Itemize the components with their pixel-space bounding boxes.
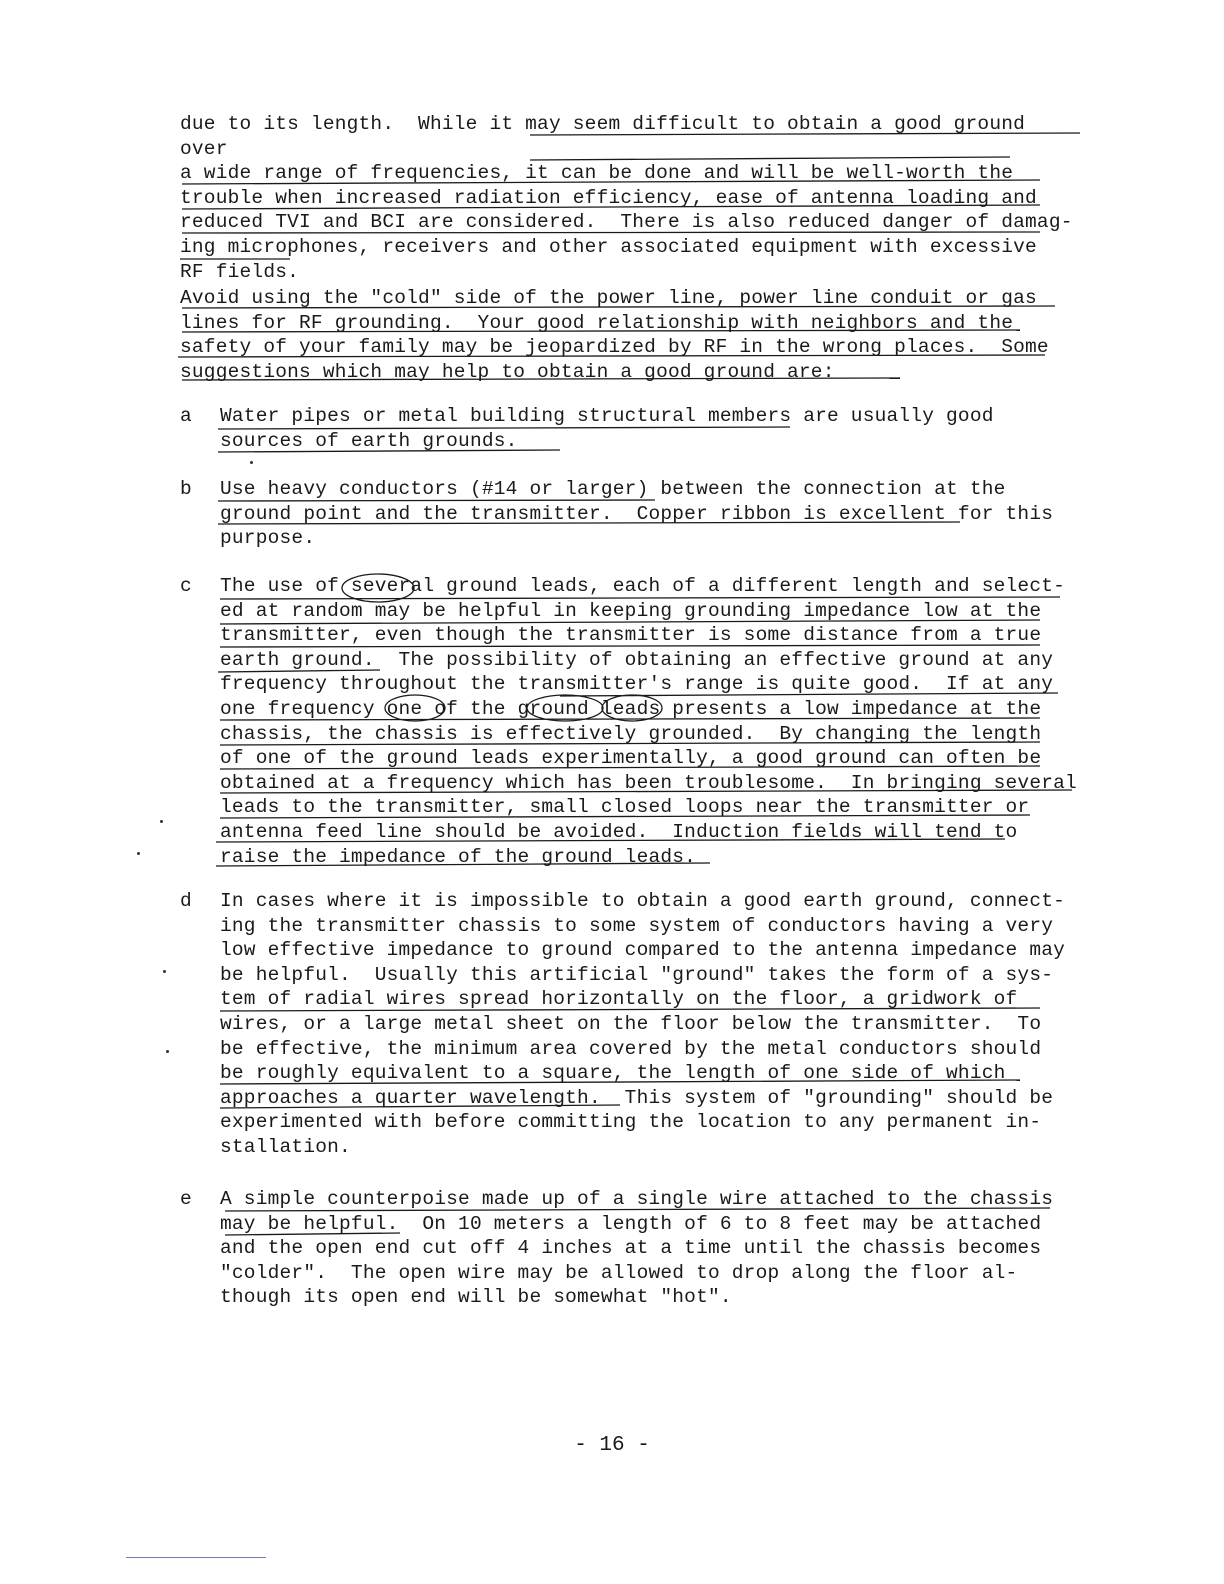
list-item-text: In cases where it is impossible to obtain a good earth ground, connect- ing the transmitter chassis to some system of conductors having a very low effective impedance to ground compared to the antenna impedance may be helpful. Usually this artificial "ground" takes the form of a sys- tem of radial wires spread horizontally on the floor, a gridwork of wires, or a large metal sheet on the floor below the transmitter. To be effective, the minimum area covered by the metal conductors should be roughly equivalent to a square, the length of one side of which approaches a quarter wavelength. This system of "grounding" should be experimented with before committing the location to any permanent in- stallation.: [220, 890, 1066, 1158]
footer-rule: [126, 1557, 266, 1558]
stray-mark: [137, 852, 140, 855]
paragraph-grounding-intro: due to its length. While it may seem difficult to obtain a good ground over a wide range of frequencies, it can be done and will be well-worth the trouble when increased radiation efficiency, ease of antenna loading and reduced TVI and BCI are considered. There is also reduced danger of damag- ing microphones, receivers and other associated equipment with excessive RF fields.: [180, 113, 1073, 283]
page-number: - 16 -: [574, 1434, 650, 1457]
stray-mark: [166, 1050, 169, 1053]
list-item-text: Use heavy conductors (#14 or larger) between the connection at the ground point and the transmitter. Copper ribbon is excellent for this purpose.: [220, 478, 1054, 550]
list-item-d: [180, 889, 1080, 1158]
list-item-b: [180, 477, 1080, 575]
stray-mark: [163, 970, 166, 973]
list-item-text: A simple counterpoise made up of a single wire attached to the chassis may be helpful. On 10 meters a length of 6 to 8 feet may be attached and the open end cut off 4 inches at a time until the chassis becomes "colder". The open wire may be allowed to drop along the floor al- though its open end will be somewhat "hot".: [220, 1188, 1054, 1309]
list-item-text: The use of several ground leads, each of a different length and select- ed at random may be helpful in keeping grounding impedance low at the transmitter, even though the transmitter is some distance from a true earth ground. The possibility of obtaining an effective ground at any frequency throughout the transmitter's range is quite good. If at any one frequency one of the ground leads presents a low impedance at the chassis, the chassis is effectively grounded. By changing the length of one of the ground leads experimentally, a good ground can often be obtained at a frequency which has been troublesome. In bringing several leads to the transmitter, small closed loops near the transmitter or antenna feed line should be avoided. Induction fields will tend to raise the impedance of the ground leads.: [220, 575, 1077, 868]
list-item-c: [180, 574, 1080, 868]
list-item-letter: d: [180, 890, 192, 912]
stray-mark: [250, 461, 253, 464]
paragraph-avoid-cold-side: Avoid using the "cold" side of the power line, power line conduit or gas lines for RF grounding. Your good relationship with neighbors and the safety of your family may be jeopardized by RF in the wrong places. Some suggestions which may help to obtain a good ground are:: [180, 287, 1049, 383]
list-item-text: Water pipes or metal building structural members are usually good sources of earth grounds.: [220, 405, 994, 452]
list-item-letter: b: [180, 478, 192, 500]
list-item-letter: e: [180, 1188, 192, 1210]
stray-mark: [160, 820, 163, 823]
list-item-letter: a: [180, 405, 192, 427]
list-item-letter: c: [180, 575, 192, 597]
list-item-e: [180, 1187, 1080, 1309]
